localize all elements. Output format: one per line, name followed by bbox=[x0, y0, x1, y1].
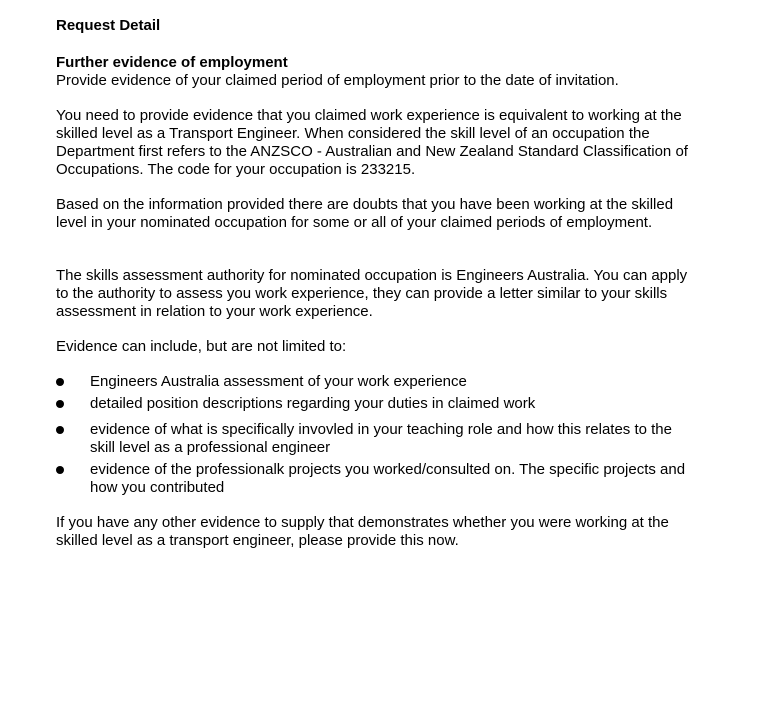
list-item bbox=[56, 461, 696, 497]
paragraph-assessment-authority: The skills assessment authority for nominated occupation is Engineers Australia. You can apply to the authority to assess you work experience, they can provide a letter similar to your skills assessment in relation to your work experience. bbox=[56, 267, 688, 320]
evidence-list bbox=[56, 373, 696, 497]
paragraph-doubts: Based on the information provided there are doubts that you have been working at the skilled level in your nominated occupation for some or all of your claimed periods of employment. bbox=[56, 196, 674, 231]
closing-text: If you have any other evidence to supply that demonstrates whether you were working at the skilled level as a transport engineer, please provide this now. bbox=[56, 514, 669, 549]
list-item-text: detailed position descriptions regarding your duties in claimed work bbox=[90, 395, 536, 412]
bullet-icon bbox=[56, 466, 64, 474]
bullet-icon bbox=[56, 426, 64, 434]
spacer bbox=[56, 321, 696, 338]
list-item bbox=[56, 373, 696, 391]
section-heading: Further evidence of employment bbox=[56, 54, 288, 71]
spacer bbox=[56, 179, 696, 196]
spacer bbox=[56, 497, 696, 514]
list-item-text: Engineers Australia assessment of your work experience bbox=[90, 373, 467, 390]
spacer bbox=[56, 90, 696, 107]
request-detail-document bbox=[56, 17, 696, 550]
bullet-icon bbox=[56, 400, 64, 408]
list-item bbox=[56, 421, 696, 457]
evidence-intro: Evidence can include, but are not limited to: bbox=[56, 338, 347, 355]
page-title: Request Detail bbox=[56, 17, 161, 34]
intro-text: Provide evidence of your claimed period of employment prior to the date of invitation. bbox=[56, 72, 619, 89]
spacer bbox=[56, 356, 696, 373]
list-item-text: evidence of the professionalk projects you worked/consulted on. The specific projects and how you contributed bbox=[90, 461, 686, 496]
spacer bbox=[56, 232, 696, 267]
list-item bbox=[56, 395, 696, 413]
paragraph-skill-level: You need to provide evidence that you claimed work experience is equivalent to working at the skilled level as a Transport Engineer. When considered the skill level of an occupation the Department first refers to the ANZSCO - Australian and New Zealand Standard Classification of Occupations. The code for your occupation is 233215. bbox=[56, 107, 688, 178]
list-item-text: evidence of what is specifically invovled in your teaching role and how this relates to the skill level as a professional engineer bbox=[90, 421, 672, 456]
bullet-icon bbox=[56, 378, 64, 386]
